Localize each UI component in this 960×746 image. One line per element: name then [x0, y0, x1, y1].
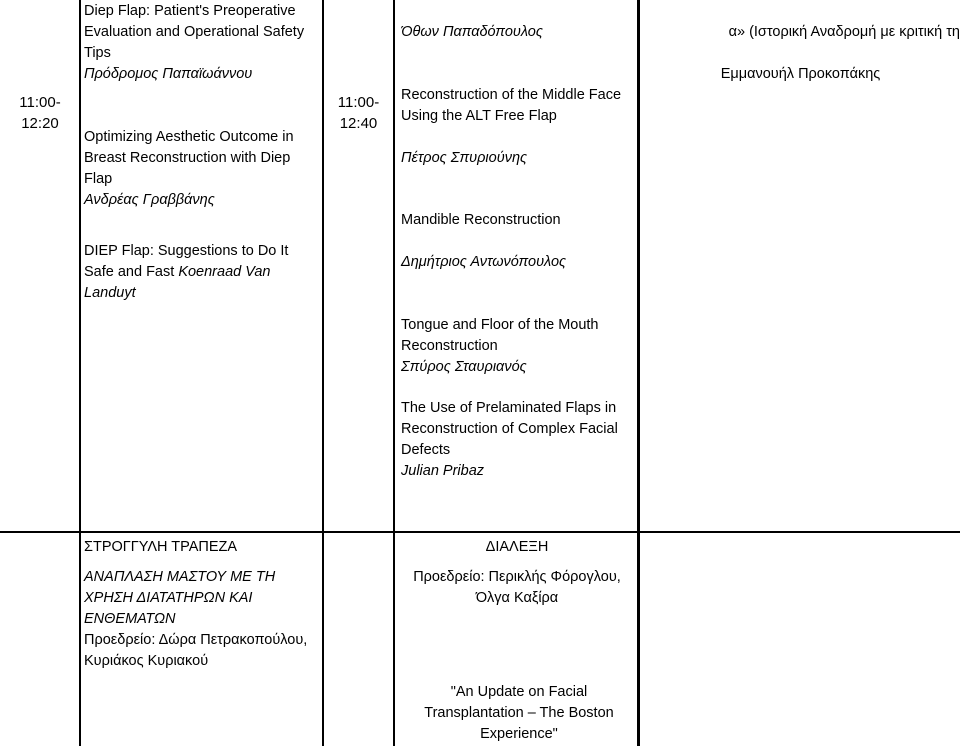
- talk-title: Reconstruction of the Middle Face Using the ALT Free Flap: [401, 87, 622, 124]
- talk-diep-suggestions: [84, 241, 320, 304]
- talk-speaker: Πέτρος Σπυριούνης: [401, 150, 528, 166]
- grid-line-4: [637, 0, 640, 746]
- talk-title: DIEP Flap: Suggestions to Do It Safe and Fast: [84, 243, 289, 280]
- talk-speaker: Δημήτριος Αντωνόπουλος: [401, 254, 567, 270]
- talk-speaker: Koenraad Van Landuyt: [84, 264, 271, 301]
- talk-title: Optimizing Aesthetic Outcome in Breast Reconstruction with Diep Flap: [84, 129, 294, 187]
- talk-speaker: Σπύρος Σταυριανός: [401, 359, 527, 375]
- talk-prelaminated-flaps: [401, 398, 635, 482]
- talk-tongue-floor: [401, 315, 635, 378]
- round-table-title: ΑΝΑΠΛΑΣΗ ΜΑΣΤΟΥ ΜΕ ΤΗ ΧΡΗΣΗ ΔΙΑΤΑΤΗΡΩΝ ΚΑΙ ΕΝΘΕΜΑΤΩΝ: [84, 569, 276, 627]
- talk-title: The Use of Prelaminated Flaps in Reconstruction of Complex Facial Defects: [401, 400, 618, 458]
- right-top-text-content: α» (Ιστορική Αναδρομή με κριτική τη: [728, 24, 960, 40]
- talk-title: Diep Flap: Patient's Preoperative Evaluation and Operational Safety Tips: [84, 3, 305, 61]
- round-table-chairs: Προεδρείο: Δώρα Πετρακοπούλου, Κυριάκος Κυριακού: [84, 632, 308, 669]
- talk-diep-evaluation: [84, 1, 318, 85]
- time-slot-left: 11:00- 12:20: [19, 94, 61, 132]
- speaker-top-middle: Όθων Παπαδόπουλος: [401, 24, 543, 40]
- talk-mandible: [401, 210, 635, 273]
- talk-speaker: Julian Pribaz: [401, 463, 485, 479]
- right-top-speaker: Εμμανουήλ Προκοπάκης: [720, 66, 881, 82]
- talk-title: Tongue and Floor of the Mouth Reconstruction: [401, 317, 599, 354]
- row-divider: [0, 531, 960, 533]
- lecture-title: "An Update on Facial Transplantation – The Boston Experience": [424, 684, 614, 742]
- talk-title: Mandible Reconstruction: [401, 212, 561, 228]
- talk-aesthetic-outcome: [84, 127, 318, 211]
- talk-middle-face: [401, 85, 635, 169]
- lecture-chairs: Προεδρείο: Περικλής Φόρογλου, Όλγα Καξίρα: [413, 569, 621, 606]
- right-top-text: [641, 22, 960, 44]
- talk-speaker: Πρόδρομος Παπαϊωάννου: [84, 66, 253, 82]
- lecture-heading: ΔΙΑΛΕΞΗ: [485, 539, 549, 555]
- time-slot-middle: 11:00- 12:40: [337, 94, 380, 132]
- talk-speaker: Ανδρέας Γραββάνης: [84, 192, 215, 208]
- round-table-heading: ΣΤΡΟΓΓΥΛΗ ΤΡΑΠΕΖΑ: [84, 539, 238, 555]
